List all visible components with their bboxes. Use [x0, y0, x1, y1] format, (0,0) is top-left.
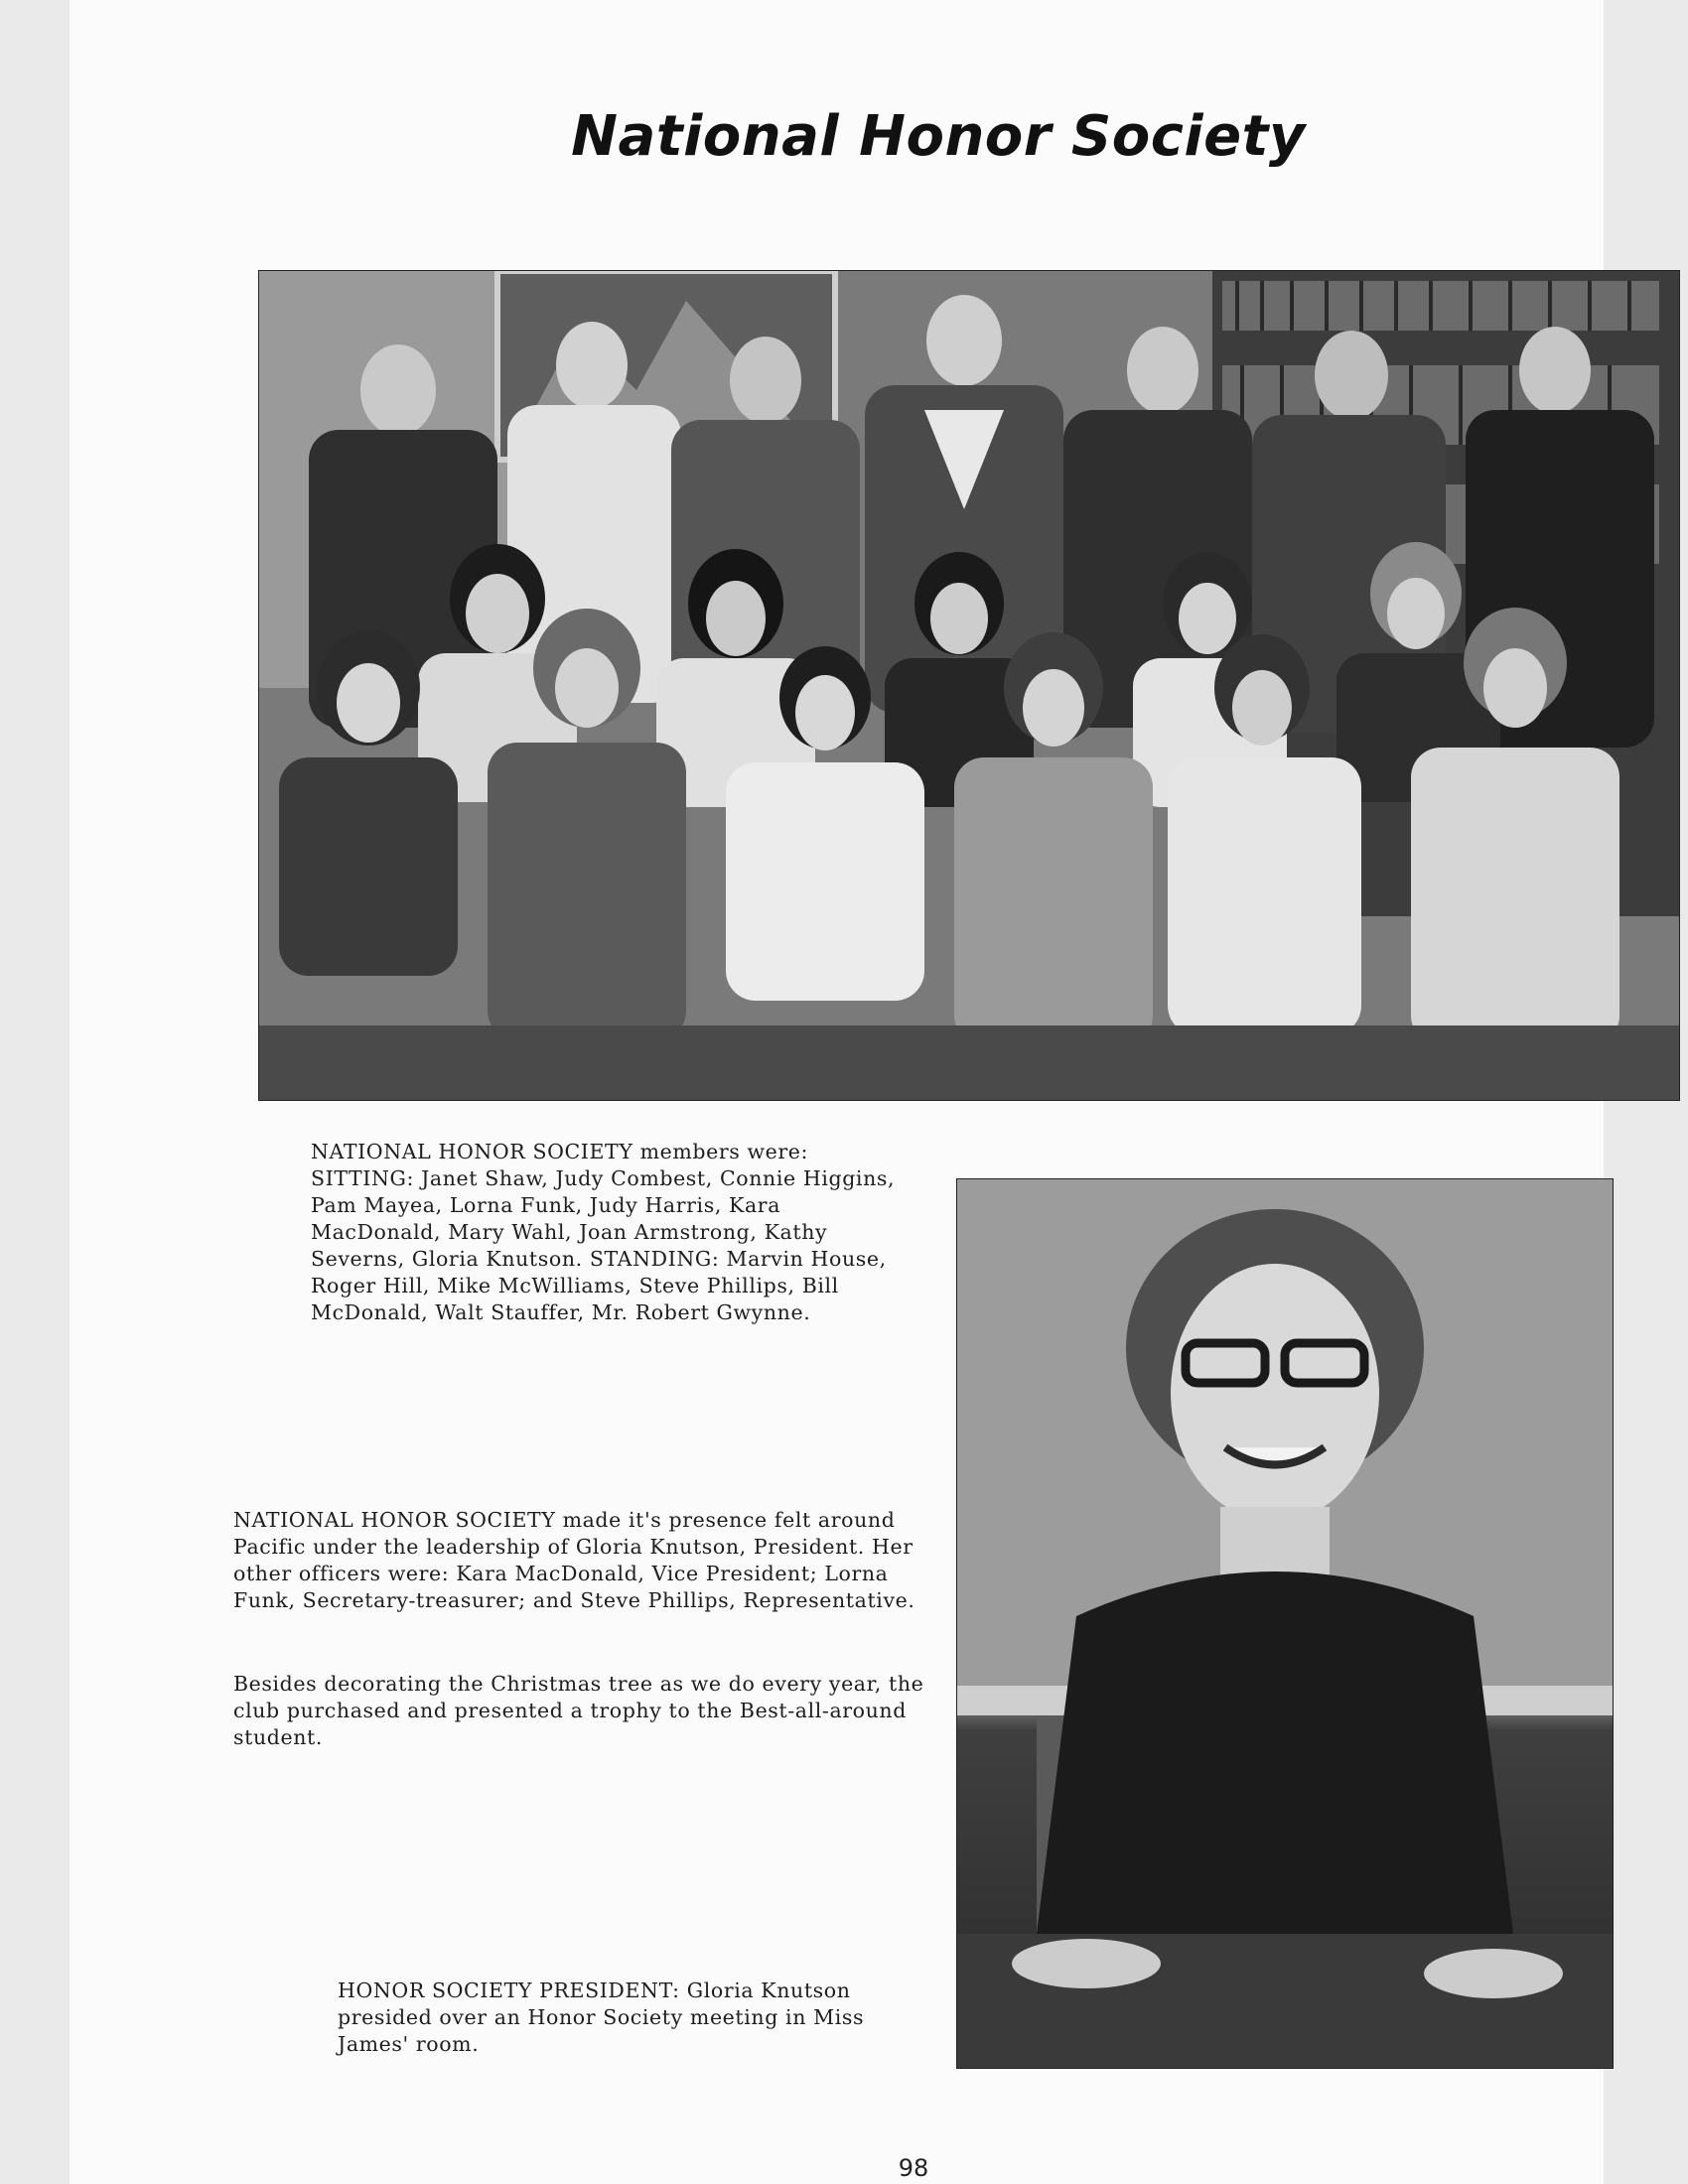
president-caption: HONOR SOCIETY PRESIDENT: Gloria Knutson presided over an Honor Society meeting in Miss James' room.: [338, 1979, 865, 2056]
officers-paragraph: NATIONAL HONOR SOCIETY made it's presence felt around Pacific under the leadership of Gloria Knutson, President. Her other officers were: Kara MacDonald, Vice President; Lorna Funk, Secretary-treasurer; and Steve Phillips, Representative.: [233, 1508, 915, 1612]
yearbook-page: [70, 0, 1604, 2184]
president-portrait-illustration: [957, 1179, 1613, 2068]
members-caption: NATIONAL HONOR SOCIETY members were: SITTING: Janet Shaw, Judy Combest, Connie Higgins, Pam Mayea, Lorna Funk, Judy Harris, Kara MacDonald, Mary Wahl, Joan Armstrong, Kathy Severns, Gloria Knutson. STANDING: Marvin House, Roger Hill, Mike McWilliams, Steve Phillips, Bill McDonald, Walt Stauffer, Mr. Robert Gwynne.: [311, 1140, 896, 1324]
group-photo: [258, 270, 1680, 1101]
page-number: 98: [898, 2154, 929, 2182]
group-photo-illustration: [259, 271, 1679, 1100]
page-title: National Honor Society: [571, 104, 1306, 169]
activities-paragraph: Besides decorating the Christmas tree as we do every year, the club purchased and presented a trophy to the Best-all-around student.: [233, 1672, 924, 1749]
president-portrait: [956, 1178, 1614, 2069]
